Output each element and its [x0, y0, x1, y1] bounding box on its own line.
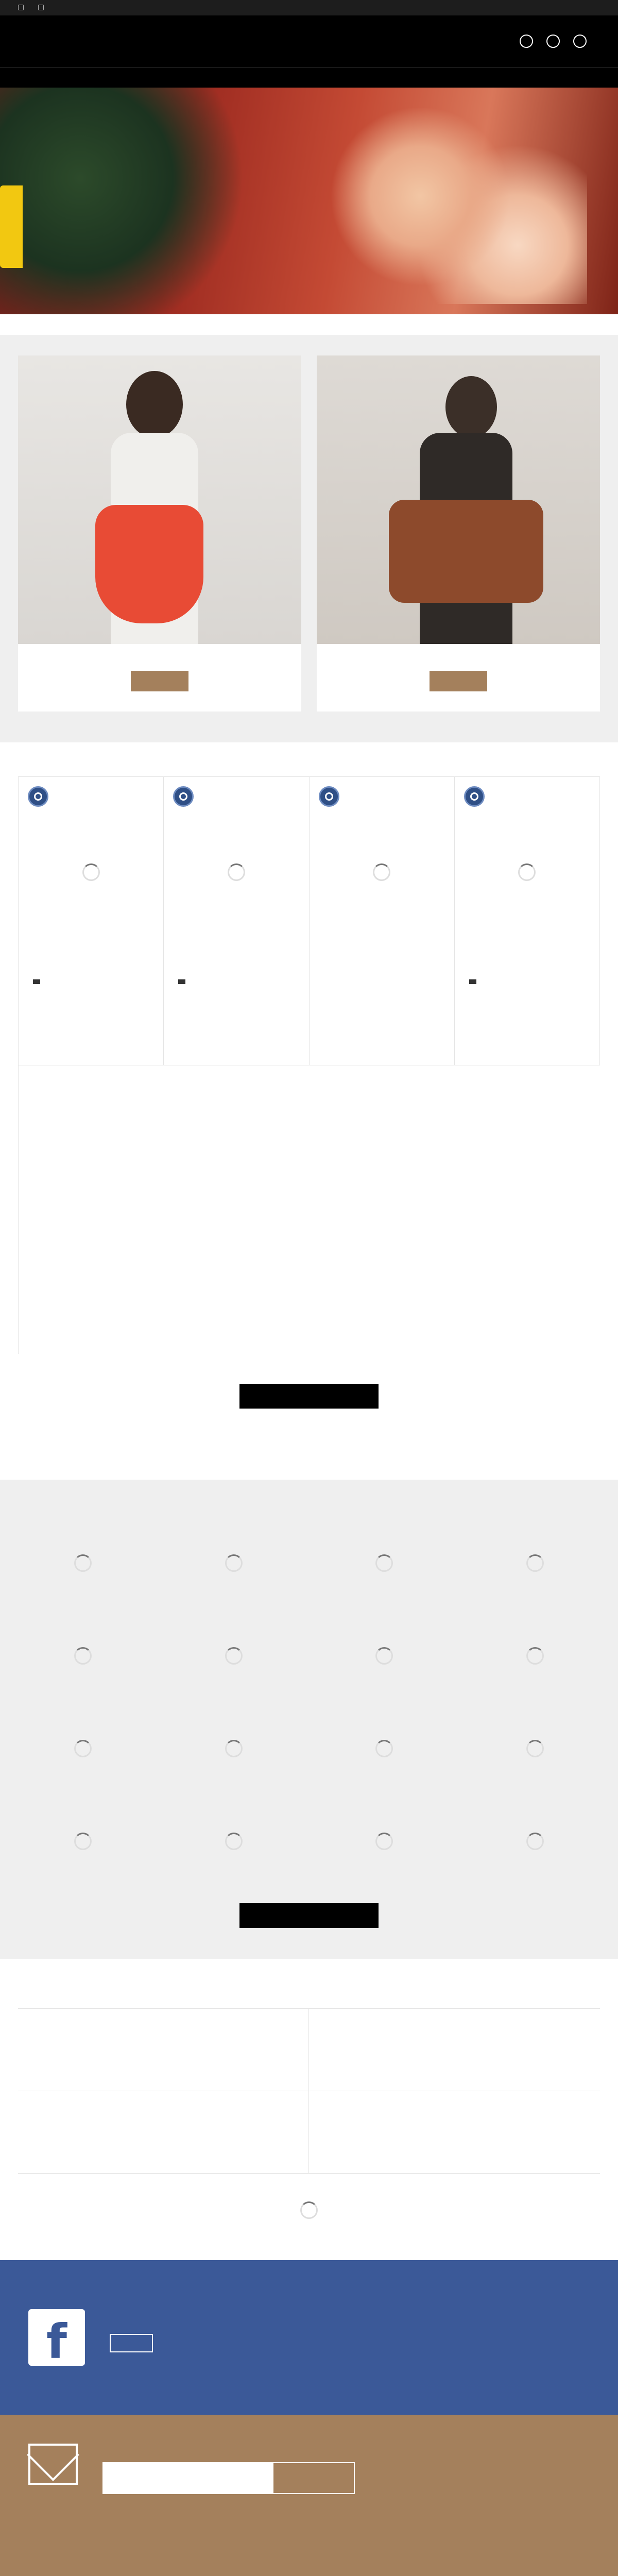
top-bar — [0, 0, 618, 15]
brand-logo[interactable] — [319, 1795, 450, 1888]
product-card[interactable] — [455, 777, 600, 1065]
brand-loader — [225, 1740, 243, 1757]
popular-section — [18, 1434, 600, 1454]
brand-loader — [74, 1740, 92, 1757]
empty-cell — [19, 1065, 164, 1354]
hero-tree-image — [0, 88, 268, 314]
product-name[interactable] — [464, 943, 590, 971]
women-photo — [18, 355, 301, 644]
brands-title — [0, 1483, 618, 1517]
truck-icon — [469, 979, 476, 984]
newsletter-section — [0, 2415, 618, 2576]
brand-loader — [526, 1740, 544, 1757]
brand-loader — [375, 1647, 393, 1665]
product-card[interactable] — [19, 777, 164, 1065]
phone-link[interactable] — [18, 4, 27, 11]
product-name[interactable] — [28, 943, 154, 971]
brand-loader — [225, 1647, 243, 1665]
brand-logo[interactable] — [169, 1517, 299, 1609]
brand-loader — [74, 1833, 92, 1850]
brand-logo[interactable] — [470, 1517, 600, 1609]
brand-logo[interactable] — [18, 1795, 148, 1888]
popular-title — [18, 1434, 600, 1454]
brand-logo[interactable] — [470, 1609, 600, 1702]
new-badge-icon — [319, 786, 339, 807]
review-card — [309, 2009, 600, 2091]
newsletter-subscribe-button[interactable] — [272, 2462, 355, 2494]
brand-logo[interactable] — [169, 1795, 299, 1888]
search-icon[interactable] — [546, 35, 560, 48]
product-name[interactable] — [319, 943, 445, 971]
facebook-icon: f — [28, 2309, 85, 2366]
new-products-section — [18, 742, 600, 1409]
new-badge-icon — [28, 786, 48, 807]
product-image-loader — [373, 863, 390, 881]
brand-logo[interactable] — [18, 1517, 148, 1609]
brand-loader — [375, 1833, 393, 1850]
empty-cell — [310, 1065, 455, 1354]
product-image-loader — [82, 863, 100, 881]
brand-loader — [74, 1647, 92, 1665]
more-brands-button[interactable] — [239, 1903, 379, 1928]
brand-loader — [526, 1554, 544, 1572]
reviews-section — [18, 1974, 600, 2260]
product-card[interactable] — [310, 777, 455, 1065]
product-stock — [464, 978, 590, 986]
product-card[interactable] — [164, 777, 309, 1065]
reviews-title — [18, 1974, 600, 2008]
brand-logo[interactable] — [470, 1795, 600, 1888]
men-photo — [317, 355, 600, 644]
cart-icon[interactable] — [573, 35, 587, 48]
loading-spinner — [300, 2201, 318, 2219]
category-men — [317, 355, 600, 711]
phone-icon — [18, 5, 24, 10]
hero-family-image — [309, 108, 587, 304]
category-section — [0, 335, 618, 742]
brand-logo[interactable] — [319, 1702, 450, 1795]
product-image-loader — [518, 863, 536, 881]
product-name[interactable] — [173, 943, 299, 971]
hero-banner[interactable] — [0, 88, 618, 314]
brands-section — [0, 1480, 618, 1959]
go-women-button[interactable] — [131, 671, 188, 691]
facebook-section — [0, 2260, 618, 2415]
new-products-title — [18, 742, 600, 776]
product-image-loader — [228, 863, 245, 881]
brand-loader — [375, 1740, 393, 1757]
go-men-button[interactable] — [430, 671, 487, 691]
brand-loader — [74, 1554, 92, 1572]
newsletter-email-input[interactable] — [102, 2462, 272, 2494]
brand-logo[interactable] — [319, 1517, 450, 1609]
more-new-button[interactable] — [239, 1384, 379, 1409]
brand-logo[interactable] — [169, 1609, 299, 1702]
brand-logo[interactable] — [470, 1702, 600, 1795]
category-women — [18, 355, 301, 711]
truck-icon — [33, 979, 40, 984]
email-icon — [38, 5, 44, 10]
brand-loader — [225, 1833, 243, 1850]
brand-logo[interactable] — [18, 1702, 148, 1795]
empty-cell — [164, 1065, 309, 1354]
new-badge-icon — [173, 786, 194, 807]
brand-logo[interactable] — [169, 1702, 299, 1795]
review-card — [18, 2091, 309, 2174]
brand-loader — [526, 1647, 544, 1665]
product-stock — [173, 978, 299, 986]
brand-loader — [526, 1833, 544, 1850]
truck-icon — [178, 979, 185, 984]
envelope-icon — [28, 2444, 78, 2485]
brand-logo[interactable] — [18, 1609, 148, 1702]
review-card — [309, 2091, 600, 2174]
facebook-button[interactable] — [110, 2334, 153, 2352]
rating-tab[interactable] — [0, 185, 23, 268]
new-badge-icon — [464, 786, 485, 807]
brand-logo[interactable] — [319, 1609, 450, 1702]
site-header — [0, 15, 618, 67]
brand-loader — [225, 1554, 243, 1572]
user-icon[interactable] — [520, 35, 533, 48]
email-link[interactable] — [38, 4, 47, 11]
main-nav — [0, 67, 618, 88]
review-card — [18, 2009, 309, 2091]
product-stock — [28, 978, 154, 986]
brand-loader — [375, 1554, 393, 1572]
